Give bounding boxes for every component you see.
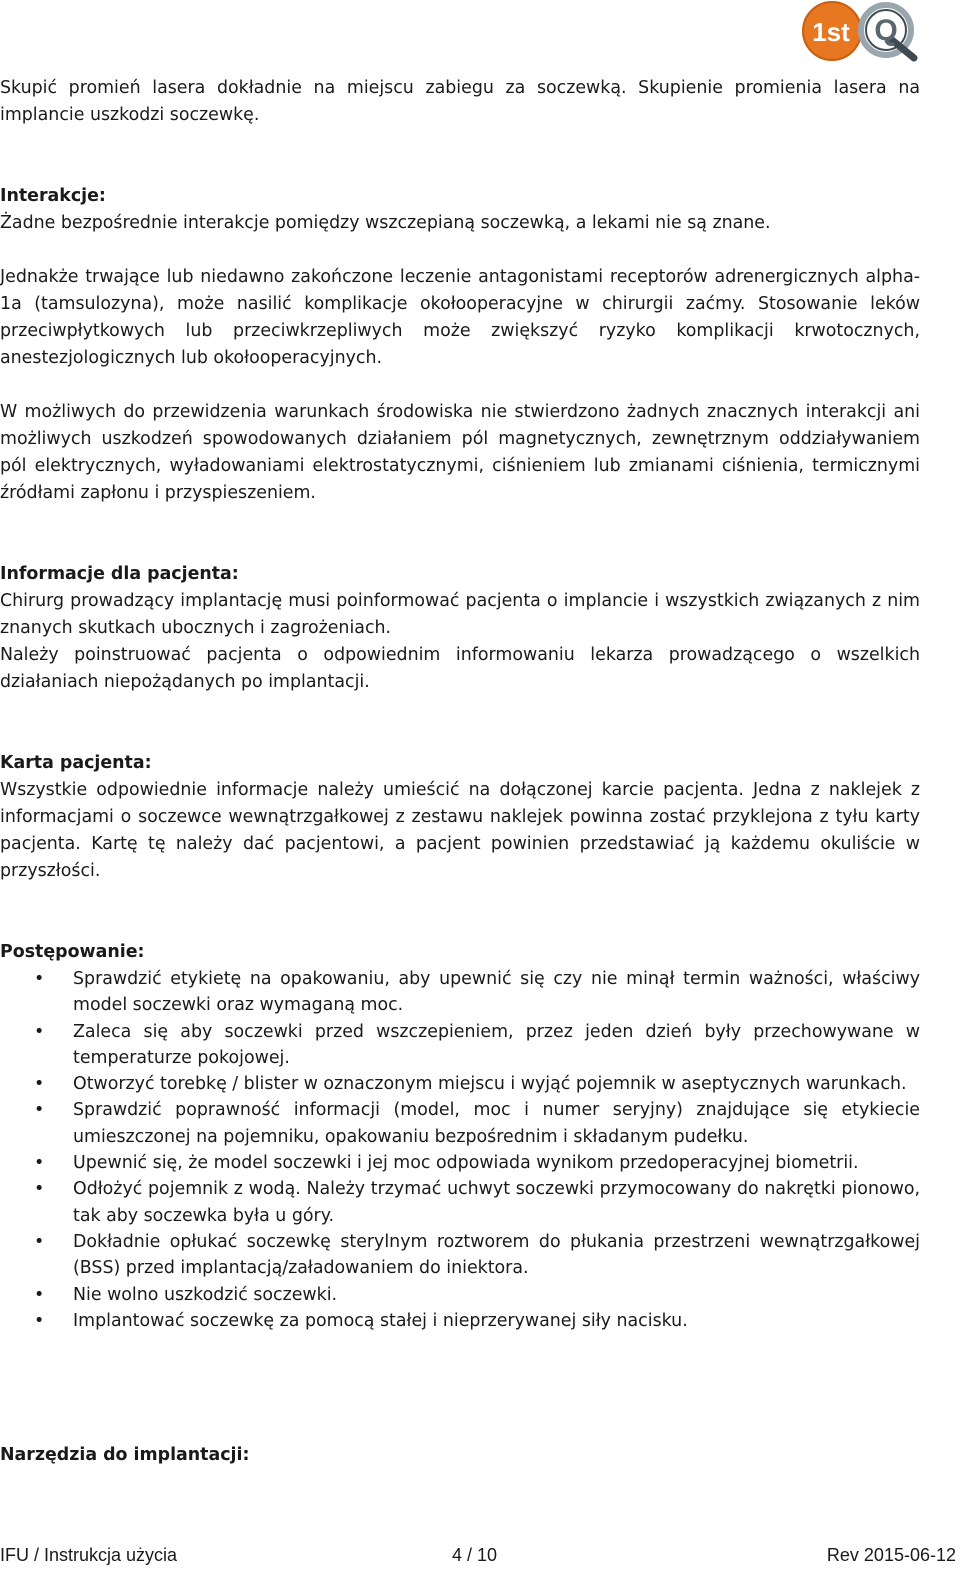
bullet-icon: •: [34, 1021, 45, 1042]
list-item-text: Upewnić się, że model soczewki i jej moc odpowiada wynikom przedoperacyjnej biometrii.: [73, 1153, 859, 1174]
bullet-icon: •: [34, 1100, 45, 1121]
interactions-heading: Interakcje:: [0, 186, 106, 206]
bullet-icon: •: [34, 1074, 45, 1095]
list-item-text: Sprawdzić poprawność informacji (model, moc i numer seryjny) znajdujące się etykiecie umieszczonej na pojemniku, opakowaniu bezpośrednim i składanym pudełku.: [73, 1100, 920, 1147]
procedure-list: [0, 966, 920, 1334]
intro-paragraph: Skupić promień lasera dokładnie na miejscu zabiegu za soczewką. Skupienie promienia lasera na implancie uszkodzi soczewkę.: [0, 78, 920, 125]
interactions-paragraph-1: Żadne bezpośrednie interakcje pomiędzy wszczepianą soczewką, a lekami nie są znane.: [0, 213, 771, 233]
list-item: [0, 966, 920, 1019]
bullet-icon: •: [34, 1153, 45, 1174]
bullet-icon: •: [34, 969, 45, 989]
logo-graphic: [800, 0, 920, 62]
list-item-text: Dokładnie opłukać soczewkę sterylnym roztworem do płukania przestrzeni wewnątrzgałkowej (BSS) przed implantacją/załadowaniem do iniektora.: [73, 1231, 920, 1279]
bullet-icon: •: [34, 1231, 45, 1252]
revision-date: Rev 2015-06-12: [826, 1545, 956, 1565]
list-item: [0, 1150, 920, 1176]
list-item: [0, 1282, 920, 1308]
list-item-text: Odłożyć pojemnik z wodą. Należy trzymać uchwyt soczewki przymocowany do nakrętki pionowo, tak aby soczewka była u góry.: [73, 1179, 920, 1226]
patient-info-paragraph-1: Chirurg prowadzący implantację musi poinformować pacjenta o implancie i wszystkich związanych z nim znanych skutkach ubocznych i zagrożeniach.: [0, 591, 920, 638]
list-item: [0, 1229, 920, 1282]
company-logo: [800, 0, 920, 62]
bullet-icon: •: [34, 1310, 45, 1331]
list-item: [0, 1071, 920, 1097]
list-item: [0, 1176, 920, 1229]
list-item: [0, 1308, 920, 1334]
patient-card-heading: Karta pacjenta:: [0, 753, 152, 773]
bullet-icon: •: [34, 1284, 45, 1305]
patient-info-section: [0, 561, 920, 696]
list-item-text: Sprawdzić etykietę na opakowaniu, aby upewnić się czy nie minął termin ważności, właściwy model soczewki oraz wymaganą moc.: [73, 969, 920, 1016]
interactions-paragraph-3: W możliwych do przewidzenia warunkach środowiska nie stwierdzono żadnych znacznych interakcji ani możliwych uszkodzeń spowodowanych działaniem pól magnetycznych, zewnętrznym oddziaływaniem pól elektrycznych, wyładowaniami elektrostatycznymi, ciśnieniem lub zmianami ciśnienia, termicznymi źródłami zapłonu i przyspieszeniem.: [0, 402, 920, 503]
list-item-text: Implantować soczewkę za pomocą stałej i nieprzerywanej siły nacisku.: [73, 1310, 688, 1331]
tools-section: [0, 1442, 920, 1469]
patient-card-paragraph: Wszystkie odpowiednie informacje należy umieścić na dołączonej karcie pacjenta. Jedna z naklejek z informacjami o soczewce wewnątrzgałkowej z zestawu naklejek powinna zostać przyklejona z tyłu karty pacjenta. Kartę tę należy dać pacjentowi, a pacjent powinien przedstawiać ją każdemu okuliście w przyszłości.: [0, 780, 920, 881]
procedure-section: [0, 939, 920, 1334]
patient-info-heading: Informacje dla pacjenta:: [0, 564, 239, 584]
bullet-icon: •: [34, 1179, 45, 1200]
document-body: [0, 75, 920, 1469]
footer-document-title: IFU / Instrukcja użycia: [0, 1545, 178, 1565]
tools-heading: Narzędzia do implantacji:: [0, 1445, 250, 1466]
patient-card-section: [0, 750, 920, 885]
logo-text: 1st: [812, 17, 850, 47]
list-item: [0, 1097, 920, 1150]
list-item-text: Otworzyć torebkę / blister w oznaczonym miejscu i wyjąć pojemnik w aseptycznych warunkach.: [73, 1074, 907, 1095]
page-footer: [0, 1545, 960, 1569]
list-item: [0, 1019, 920, 1072]
list-item-text: Nie wolno uszkodzić soczewki.: [73, 1284, 338, 1305]
patient-info-paragraph-2: Należy poinstruować pacjenta o odpowiednim informowaniu lekarza prowadzącego o wszelkich działaniach niepożądanych po implantacji.: [0, 645, 920, 692]
interactions-section: [0, 183, 920, 507]
logo-letter: Q: [874, 14, 898, 47]
page-number: 4 / 10: [452, 1545, 498, 1565]
procedure-heading: Postępowanie:: [0, 942, 145, 962]
list-item-text: Zaleca się aby soczewki przed wszczepieniem, przez jeden dzień były przechowywane w temperaturze pokojowej.: [73, 1021, 920, 1068]
interactions-paragraph-2: Jednakże trwające lub niedawno zakończone leczenie antagonistami receptorów adrenergicznych alpha-1a (tamsulozyna), może nasilić komplikacje okołooperacyjne w chirurgii zaćmy. Stosowanie leków przeciwpłytkowych lub przeciwkrzepliwych może zwiększyć ryzyko komplikacji krwotocznych, anestezjologicznych lub okołooperacyjnych.: [0, 267, 920, 368]
